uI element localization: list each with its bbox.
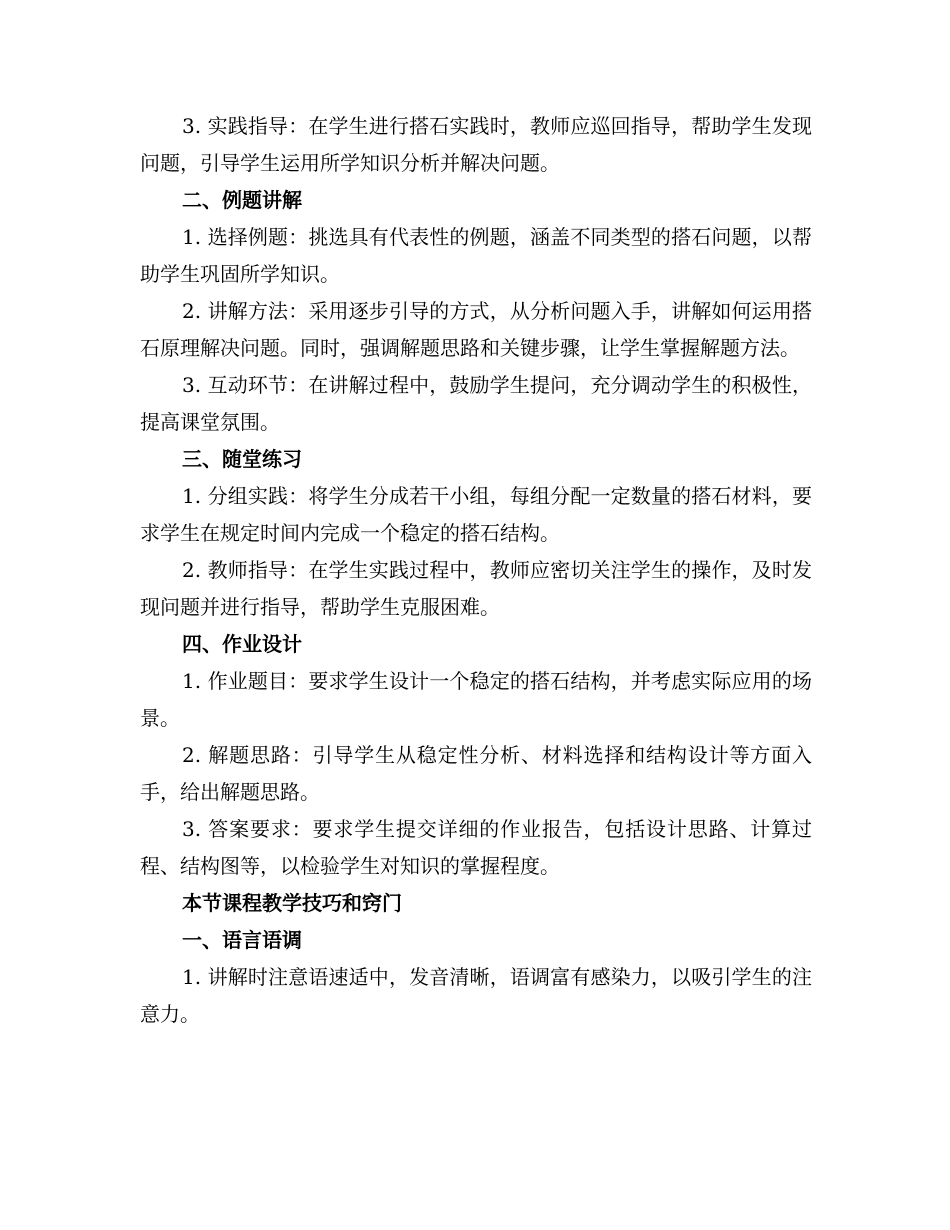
section-heading-language-tone: 一、语言语调 [182, 928, 302, 952]
paragraph-interaction: 3. 互动环节：在讲解过程中，鼓励学生提问，充分调动学生的积极性，提高课堂氛围。 [140, 373, 812, 434]
paragraph-group-practice: 1. 分组实践：将学生分成若干小组，每组分配一定数量的搭石材料，要求学生在规定时间内完成一个稳定的搭石结构。 [140, 484, 812, 545]
section-heading-class-practice: 三、随堂练习 [182, 447, 302, 471]
paragraph-speech-pace: 1. 讲解时注意语速适中，发音清晰，语调富有感染力，以吸引学生的注意力。 [140, 965, 812, 1026]
paragraph-practice-guidance: 3. 实践指导：在学生进行搭石实践时，教师应巡回指导，帮助学生发现问题，引导学生运用所学知识分析并解决问题。 [140, 114, 812, 175]
section-heading-example-explanation: 二、例题讲解 [182, 188, 302, 212]
section-heading-homework-design: 四、作业设计 [182, 632, 302, 656]
paragraph-teacher-guidance: 2. 教师指导：在学生实践过程中，教师应密切关注学生的操作，及时发现问题并进行指导，帮助学生克服困难。 [140, 558, 812, 619]
paragraph-solution-approach: 2. 解题思路：引导学生从稳定性分析、材料选择和结构设计等方面入手，给出解题思路。 [140, 743, 812, 804]
paragraph-select-examples: 1. 选择例题：挑选具有代表性的例题，涵盖不同类型的搭石问题，以帮助学生巩固所学知识。 [140, 225, 812, 286]
document-body [140, 108, 812, 1033]
paragraph-homework-topic: 1. 作业题目：要求学生设计一个稳定的搭石结构，并考虑实际应用的场景。 [140, 669, 812, 730]
section-heading-teaching-tips: 本节课程教学技巧和窍门 [182, 891, 402, 915]
paragraph-answer-requirements: 3. 答案要求：要求学生提交详细的作业报告，包括设计思路、计算过程、结构图等，以检验学生对知识的掌握程度。 [140, 817, 812, 878]
paragraph-explanation-method: 2. 讲解方法：采用逐步引导的方式，从分析问题入手，讲解如何运用搭石原理解决问题。同时，强调解题思路和关键步骤，让学生掌握解题方法。 [140, 299, 812, 360]
